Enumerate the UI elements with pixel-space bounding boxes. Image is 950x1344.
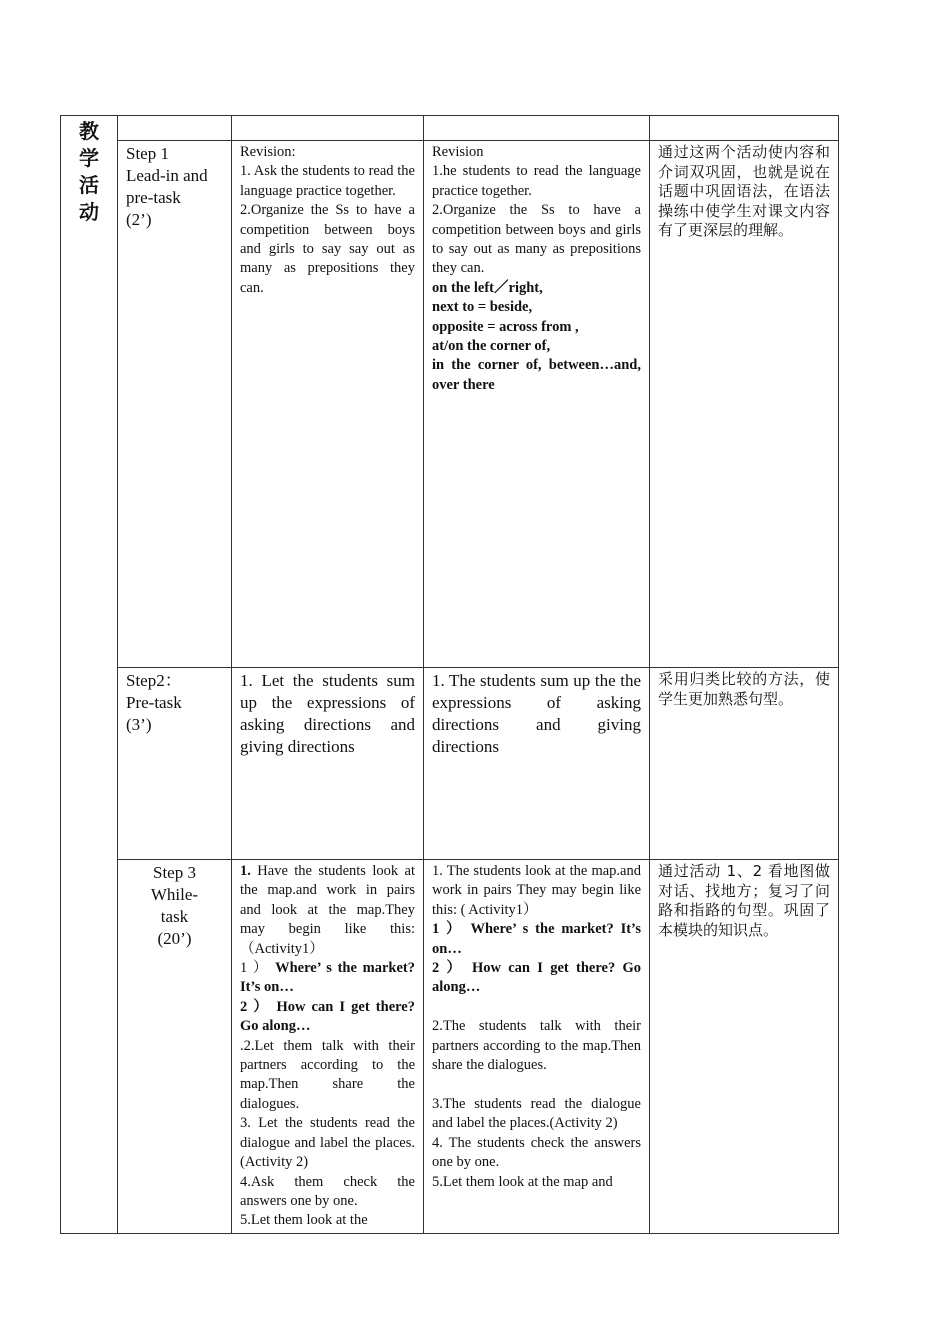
text-line: 3. Let the students read the dialogue and label the places.(Activity 2) [240, 1115, 415, 1171]
text-line: .2.Let them talk with their partners according to the map.Then share the dialogues. [240, 1037, 415, 1112]
label-char: 学 [79, 146, 99, 170]
step2-student-activity: 1. The students sum up the the expressions of asking directions and giving directions [424, 668, 650, 860]
step-line: Step 3 [153, 863, 196, 882]
text-line: 1. The students look at the map.and work in pairs They may begin like this: ( Activity1） [432, 863, 641, 918]
label-char: 教 [79, 119, 99, 143]
step-line: (3’) [126, 715, 152, 734]
preposition-line: on the left／right, [432, 279, 543, 296]
text-line: 2 ） How can I get there? Go along… [432, 960, 641, 996]
text-line: 1. Ask the students to read the language practice together. [240, 163, 415, 199]
text-line: Revision: [240, 144, 296, 160]
spacer [432, 998, 641, 1017]
step2-cell [118, 668, 232, 860]
step-line: (20’) [157, 929, 192, 948]
item-number: 1. [240, 863, 251, 879]
preposition-line: in the corner of, between…and, over there [432, 357, 641, 393]
text-line [240, 862, 415, 959]
preposition-line: next to = beside, [432, 299, 533, 316]
text-line: 1 ） Where’ s the market? It’s on… [432, 921, 641, 957]
text-line: 2.The students talk with their partners according to the map.Then share the dialogues. [432, 1018, 641, 1074]
text-line: 3.The students read the dialogue and label the places.(Activity 2) [432, 1095, 641, 1132]
step-line: Pre-task [126, 693, 182, 712]
step-line: task [160, 907, 189, 926]
text-line: 5.Let them look at the [240, 1212, 368, 1229]
step-line: While- [150, 885, 199, 904]
label-char: 活 [79, 173, 99, 197]
step1-cell [118, 141, 232, 668]
text-line: 1.he students to read the language practice together. [432, 163, 641, 199]
header-cell [424, 116, 650, 141]
step2-teacher-activity: 1. Let the students sum up the expressions of asking directions and giving directions [232, 668, 424, 860]
step-line: (2’) [126, 210, 152, 229]
step2-purpose: 采用归类比较的方法，使学生更加熟悉句型。 [650, 668, 839, 860]
step3-teacher-activity [232, 860, 424, 1234]
step-line: Step2： [126, 671, 182, 690]
item-number: 1 ） [240, 960, 270, 977]
text-line: 2 ） How can I get there? Go along… [240, 998, 415, 1035]
lesson-plan-table [60, 115, 839, 1234]
table-header-row [61, 116, 839, 141]
step-line: Lead-in and [126, 166, 208, 185]
step1-teacher-activity [232, 141, 424, 668]
step3-cell [118, 860, 232, 1234]
label-char: 动 [79, 200, 99, 224]
text-line: 2.Organize the Ss to have a competition between boys and girls to say out as many as prepositions they can. [432, 202, 641, 277]
step-line: pre-task [126, 188, 181, 207]
text-line: 4. The students check the answers one by one. [432, 1134, 641, 1171]
step3-student-activity [424, 860, 650, 1234]
text-line: 2.Organize the Ss to have a competition between boys and girls to say say out as many as prepositions they can. [240, 202, 415, 296]
table-row-step3 [61, 860, 839, 1234]
table-row-step2 [61, 668, 839, 860]
teaching-activities-label [61, 116, 118, 1234]
header-cell [650, 116, 839, 141]
item-text: Have the students look at the map.and work in pairs and look at the map.They may begin like this:（Activity1） [240, 863, 415, 957]
step-line: Step 1 [126, 144, 169, 163]
header-cell [118, 116, 232, 141]
step1-purpose: 通过这两个活动使内容和介词双巩固，也就是说在话题中巩固语法，在语法操练中使学生对课文内容有了更深层的理解。 [650, 141, 839, 668]
step1-student-activity [424, 141, 650, 668]
text-line: 5.Let them look at the map and [432, 1173, 613, 1190]
text-line: Revision [432, 144, 484, 160]
preposition-line: opposite = across from , [432, 318, 579, 335]
table-row-step1 [61, 141, 839, 668]
item-text: Where’ s the market? It’s on… [240, 960, 415, 996]
step3-purpose: 通过活动 1、2 看地图做对话、找地方；复习了问路和指路的句型。巩固了本模块的知识点。 [650, 860, 839, 1234]
header-cell [232, 116, 424, 141]
text-line [240, 959, 415, 998]
text-line: 4.Ask them check the answers one by one. [240, 1173, 415, 1209]
spacer [432, 1075, 641, 1094]
preposition-line: at/on the corner of, [432, 338, 551, 355]
